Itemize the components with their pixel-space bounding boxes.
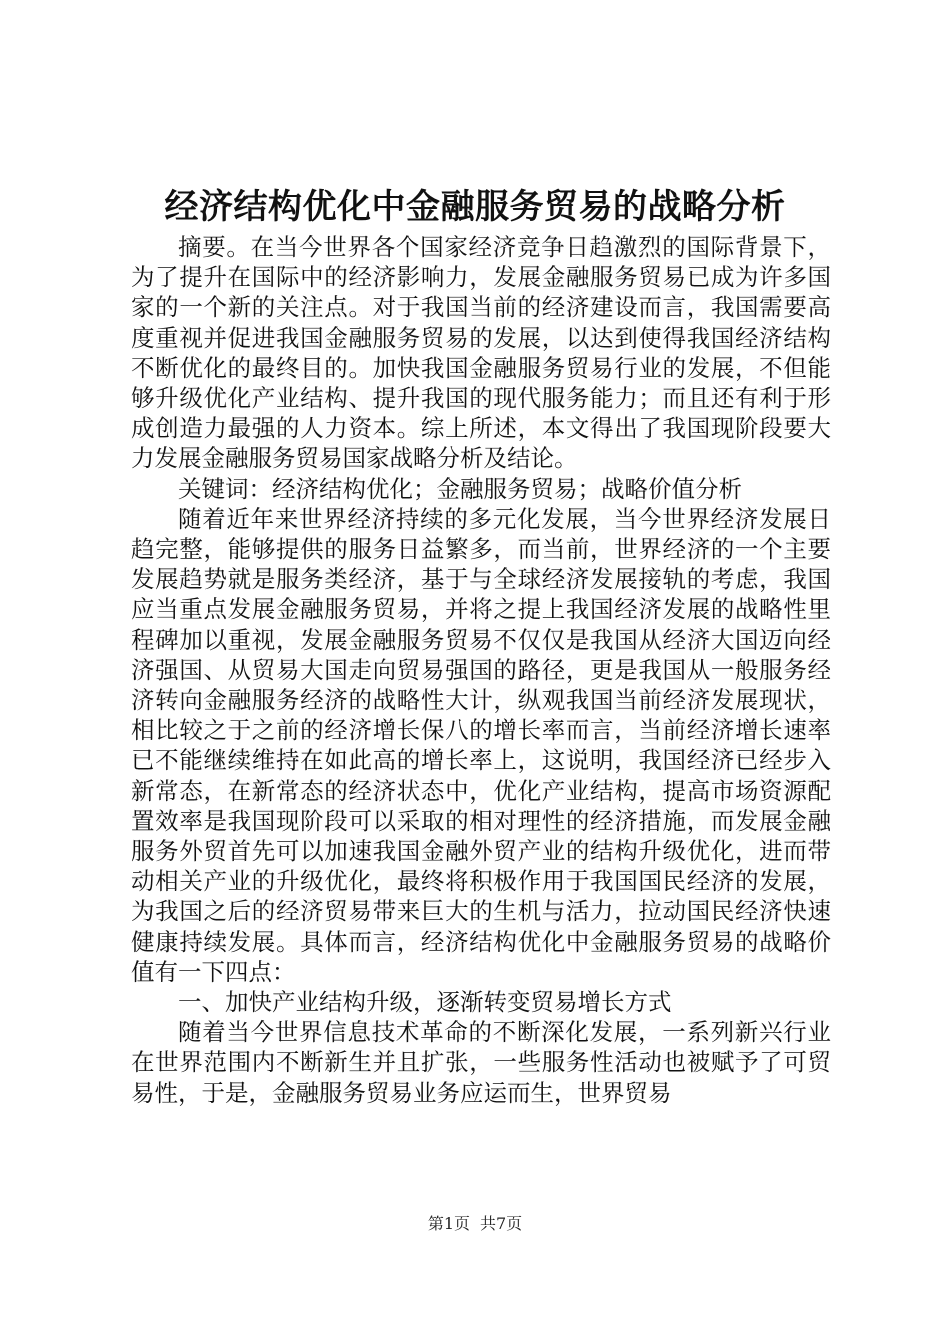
body-paragraph: 随着当今世界信息技术革命的不断深化发展，一系列新兴行业在世界范围内不断新生并且扩张，一些服务性活动也被赋予了可贸易性，于是，金融服务贸易业务应运而生，世界贸易 [131, 1018, 831, 1107]
body-paragraph: 随着近年来世界经济持续的多元化发展，当今世界经济发展日趋完整，能够提供的服务日益繁多，而当前，世界经济的一个主要发展趋势就是服务类经济，基于与全球经济发展接轨的考虑，我国应当重点发展金融服务贸易，并将之提上我国经济发展的战略性里程碑加以重视，发展金融服务贸易不仅仅是我国从经济大国迈向经济强国、从贸易大国走向贸易强国的路径，更是我国从一般服务经济转向金融服务经济的战略性大计，纵观我国当前经济发展现状，相比较之于之前的经济增长保八的增长率而言，当前经济增长速率已不能继续维持在如此高的增长率上，这说明，我国经济已经步入新常态，在新常态的经济状态中，优化产业结构，提高市场资源配置效率是我国现阶段可以采取的相对理性的经济措施，而发展金融服务外贸首先可以加速我国金融外贸产业的结构升级优化，进而带动相关产业的升级优化，最终将积极作用于我国国民经济的发展，为我国之后的经济贸易带来巨大的生机与活力，拉动国民经济快速健康持续发展。具体而言，经济结构优化中金融服务贸易的战略价值有一下四点： [131, 504, 831, 986]
page-total: 共7页 [480, 1214, 523, 1233]
page-number: 第1页 [427, 1214, 470, 1233]
page-footer [0, 1212, 950, 1236]
section-heading: 一、加快产业结构升级，逐渐转变贸易增长方式 [178, 988, 672, 1017]
keywords-paragraph: 关键词：经济结构优化；金融服务贸易；战略价值分析 [178, 474, 742, 503]
document-title: 经济结构优化中金融服务贸易的战略分析 [164, 187, 786, 227]
document-body [131, 232, 831, 1108]
abstract-paragraph: 摘要。在当今世界各个国家经济竞争日趋激烈的国际背景下，为了提升在国际中的经济影响力，发展金融服务贸易已成为许多国家的一个新的关注点。对于我国当前的经济建设而言，我国需要高度重视并促进我国金融服务贸易的发展，以达到使得我国经济结构不断优化的最终目的。加快我国金融服务贸易行业的发展，不但能够升级优化产业结构、提升我国的现代服务能力；而且还有利于形成创造力最强的人力资本。综上所述，本文得出了我国现阶段要大力发展金融服务贸易国家战略分析及结论。 [131, 233, 831, 473]
